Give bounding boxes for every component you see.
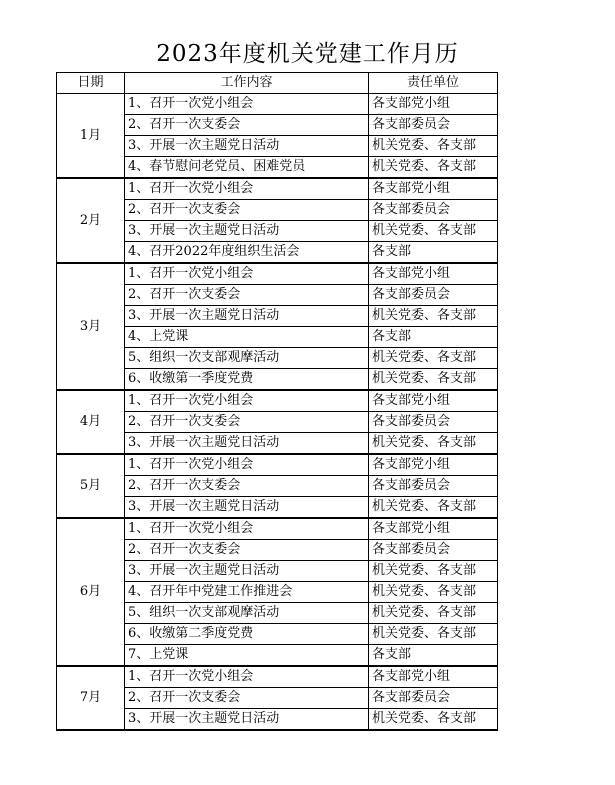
unit-cell: 机关党委、各支部 <box>369 709 498 731</box>
unit-cell: 各支部委员会 <box>369 285 498 306</box>
table-row <box>57 94 498 115</box>
unit-cell: 各支部委员会 <box>369 688 498 709</box>
task-cell: 3、开展一次主题党日活动 <box>125 497 369 519</box>
task-cell: 5、组织一次支部观摩活动 <box>125 348 369 369</box>
month-cell: 2月 <box>57 178 125 263</box>
unit-cell: 机关党委、各支部 <box>369 369 498 391</box>
header-row <box>57 73 498 94</box>
header-month: 日期 <box>57 73 125 94</box>
task-cell: 2、召开一次支委会 <box>125 688 369 709</box>
task-cell: 3、开展一次主题党日活动 <box>125 306 369 327</box>
task-cell: 1、召开一次党小组会 <box>125 263 369 285</box>
task-cell: 3、开展一次主题党日活动 <box>125 561 369 582</box>
unit-cell: 各支部 <box>369 242 498 264</box>
month-cell: 6月 <box>57 518 125 666</box>
unit-cell: 各支部党小组 <box>369 454 498 476</box>
month-cell: 5月 <box>57 454 125 518</box>
unit-cell: 各支部党小组 <box>369 666 498 688</box>
unit-cell: 机关党委、各支部 <box>369 433 498 455</box>
task-cell: 7、上党课 <box>125 645 369 667</box>
header-task: 工作内容 <box>125 73 369 94</box>
unit-cell: 各支部党小组 <box>369 263 498 285</box>
table-row <box>57 454 498 476</box>
task-cell: 2、召开一次支委会 <box>125 200 369 221</box>
unit-cell: 机关党委、各支部 <box>369 497 498 519</box>
task-cell: 6、收缴第一季度党费 <box>125 369 369 391</box>
task-cell: 5、组织一次支部观摩活动 <box>125 603 369 624</box>
header-unit: 责任单位 <box>369 73 498 94</box>
unit-cell: 各支部委员会 <box>369 476 498 497</box>
task-cell: 3、开展一次主题党日活动 <box>125 709 369 731</box>
unit-cell: 各支部委员会 <box>369 412 498 433</box>
unit-cell: 机关党委、各支部 <box>369 306 498 327</box>
task-cell: 1、召开一次党小组会 <box>125 454 369 476</box>
task-cell: 2、召开一次支委会 <box>125 476 369 497</box>
unit-cell: 各支部党小组 <box>369 178 498 200</box>
task-cell: 1、召开一次党小组会 <box>125 390 369 412</box>
unit-cell: 机关党委、各支部 <box>369 136 498 157</box>
task-cell: 1、召开一次党小组会 <box>125 178 369 200</box>
task-cell: 1、召开一次党小组会 <box>125 94 369 115</box>
table-row <box>57 518 498 540</box>
unit-cell: 机关党委、各支部 <box>369 582 498 603</box>
task-cell: 2、召开一次支委会 <box>125 285 369 306</box>
unit-cell: 机关党委、各支部 <box>369 157 498 179</box>
table-row <box>57 178 498 200</box>
task-cell: 4、春节慰问老党员、困难党员 <box>125 157 369 179</box>
month-cell: 1月 <box>57 94 125 179</box>
task-cell: 3、开展一次主题党日活动 <box>125 221 369 242</box>
task-cell: 4、上党课 <box>125 327 369 348</box>
unit-cell: 机关党委、各支部 <box>369 603 498 624</box>
table-row <box>57 263 498 285</box>
unit-cell: 机关党委、各支部 <box>369 348 498 369</box>
task-cell: 3、开展一次主题党日活动 <box>125 136 369 157</box>
unit-cell: 机关党委、各支部 <box>369 624 498 645</box>
table-row <box>57 390 498 412</box>
calendar-body <box>57 94 498 731</box>
unit-cell: 各支部 <box>369 327 498 348</box>
unit-cell: 各支部党小组 <box>369 94 498 115</box>
task-cell: 1、召开一次党小组会 <box>125 518 369 540</box>
task-cell: 3、开展一次主题党日活动 <box>125 433 369 455</box>
task-cell: 2、召开一次支委会 <box>125 115 369 136</box>
task-cell: 4、召开年中党建工作推进会 <box>125 582 369 603</box>
unit-cell: 各支部党小组 <box>369 390 498 412</box>
month-cell: 3月 <box>57 263 125 390</box>
unit-cell: 机关党委、各支部 <box>369 221 498 242</box>
month-cell: 7月 <box>57 666 125 730</box>
month-cell: 4月 <box>57 390 125 454</box>
unit-cell: 各支部 <box>369 645 498 667</box>
calendar-table <box>56 72 498 731</box>
unit-cell: 各支部党小组 <box>369 518 498 540</box>
table-row <box>57 666 498 688</box>
unit-cell: 各支部委员会 <box>369 200 498 221</box>
task-cell: 4、召开2022年度组织生活会 <box>125 242 369 264</box>
unit-cell: 各支部委员会 <box>369 115 498 136</box>
task-cell: 2、召开一次支委会 <box>125 540 369 561</box>
task-cell: 6、收缴第二季度党费 <box>125 624 369 645</box>
unit-cell: 机关党委、各支部 <box>369 561 498 582</box>
unit-cell: 各支部委员会 <box>369 540 498 561</box>
task-cell: 2、召开一次支委会 <box>125 412 369 433</box>
task-cell: 1、召开一次党小组会 <box>125 666 369 688</box>
page-title: 2023年度机关党建工作月历 <box>156 41 459 67</box>
